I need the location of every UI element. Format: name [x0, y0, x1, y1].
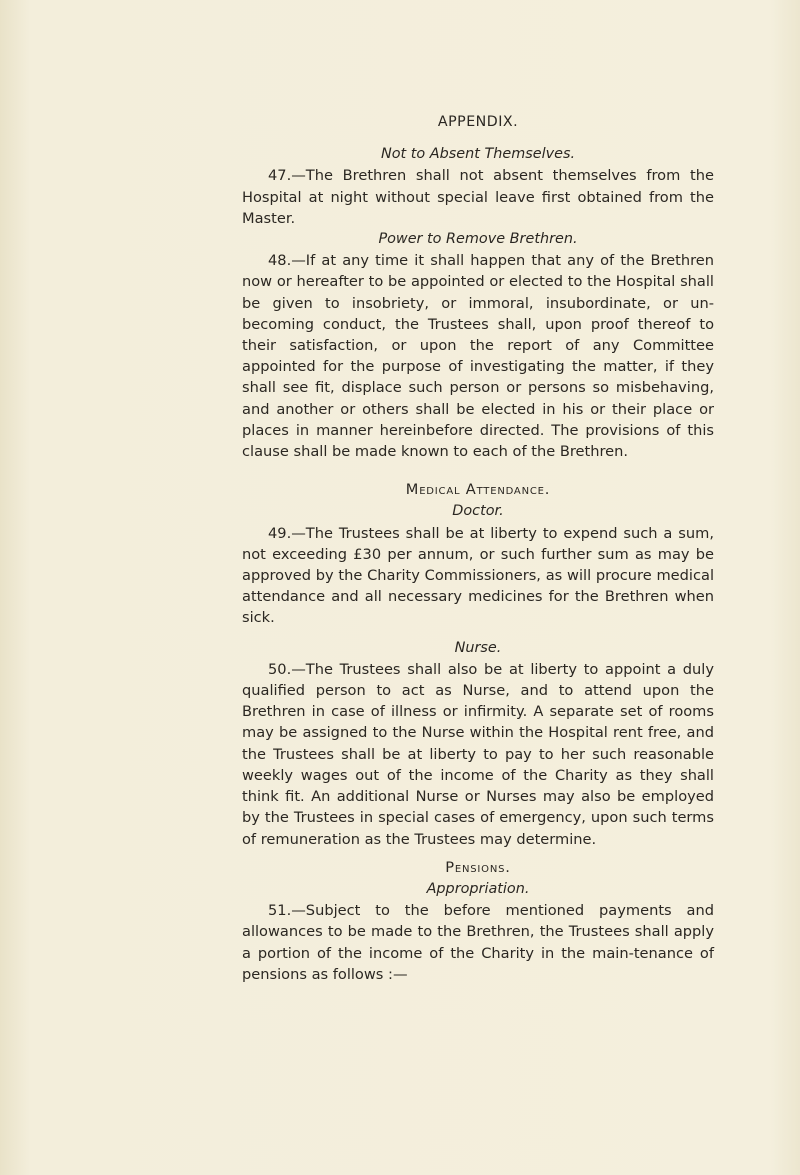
subheading-nurse: Nurse.	[454, 639, 502, 656]
clause-50: 50.—The Trustees shall also be at liberty to appoint a duly qualified person to act as Nurse, and to attend upon the Brethren in case of illness or infirmity. A separate set of rooms may be assigned to the Nurse within the Hospital rent free, and the Trustees shall be at liberty to pay to her such reasonable weekly wages out of the income of the Charity as they shall think fit. An additional Nurse or Nurses may also be employed by the Trustees in special cases of emergency, upon such terms of remuneration as the Trustees may determine.	[242, 660, 714, 848]
running-head: APPENDIX.	[437, 114, 519, 130]
clause-47: 47.—The Brethren shall not absent themselves from the Hospital at night without special leave first obtained from the Master.	[242, 167, 714, 227]
clause-48: 48.—If at any time it shall happen that any of the Brethren now or hereafter to be appointed or elected to the Hospital shall be given to insobriety, or immoral, insubordinate, or un-becoming conduct, the Trustees shall, upon proof thereof to their satisfaction, or upon the report of any Committee appointed for the purpose of investigating the matter, if they shall see fit, displace such person or persons so misbehaving, and another or others shall be elected in his or their place or places in manner hereinbefore directed. The provisions of this clause shall be made known to each of the Brethren.	[242, 252, 714, 461]
subheading-power-to-remove: Power to Remove Brethren.	[378, 231, 578, 248]
clause-51: 51.—Subject to the before mentioned payments and allowances to be made to the Brethren, the Trustees shall apply a portion of the income of the Charity in the main-tenance of pensions as follows :—	[242, 902, 714, 983]
clause-49: 49.—The Trustees shall be at liberty to expend such a sum, not exceeding £30 per annum, or such further sum as may be approved by the Charity Commissioners, as will procure medical attendance and all necessary medicines for the Brethren when sick.	[242, 524, 714, 627]
section-heading-pensions: Pensions.	[445, 858, 511, 876]
subheading-doctor: Doctor.	[452, 503, 504, 520]
section-heading-medical-attendance: Medical Attendance.	[405, 481, 551, 499]
text-block	[242, 112, 714, 985]
subheading-not-to-absent: Not to Absent Themselves.	[380, 146, 576, 163]
subheading-appropriation: Appropriation.	[426, 880, 530, 897]
